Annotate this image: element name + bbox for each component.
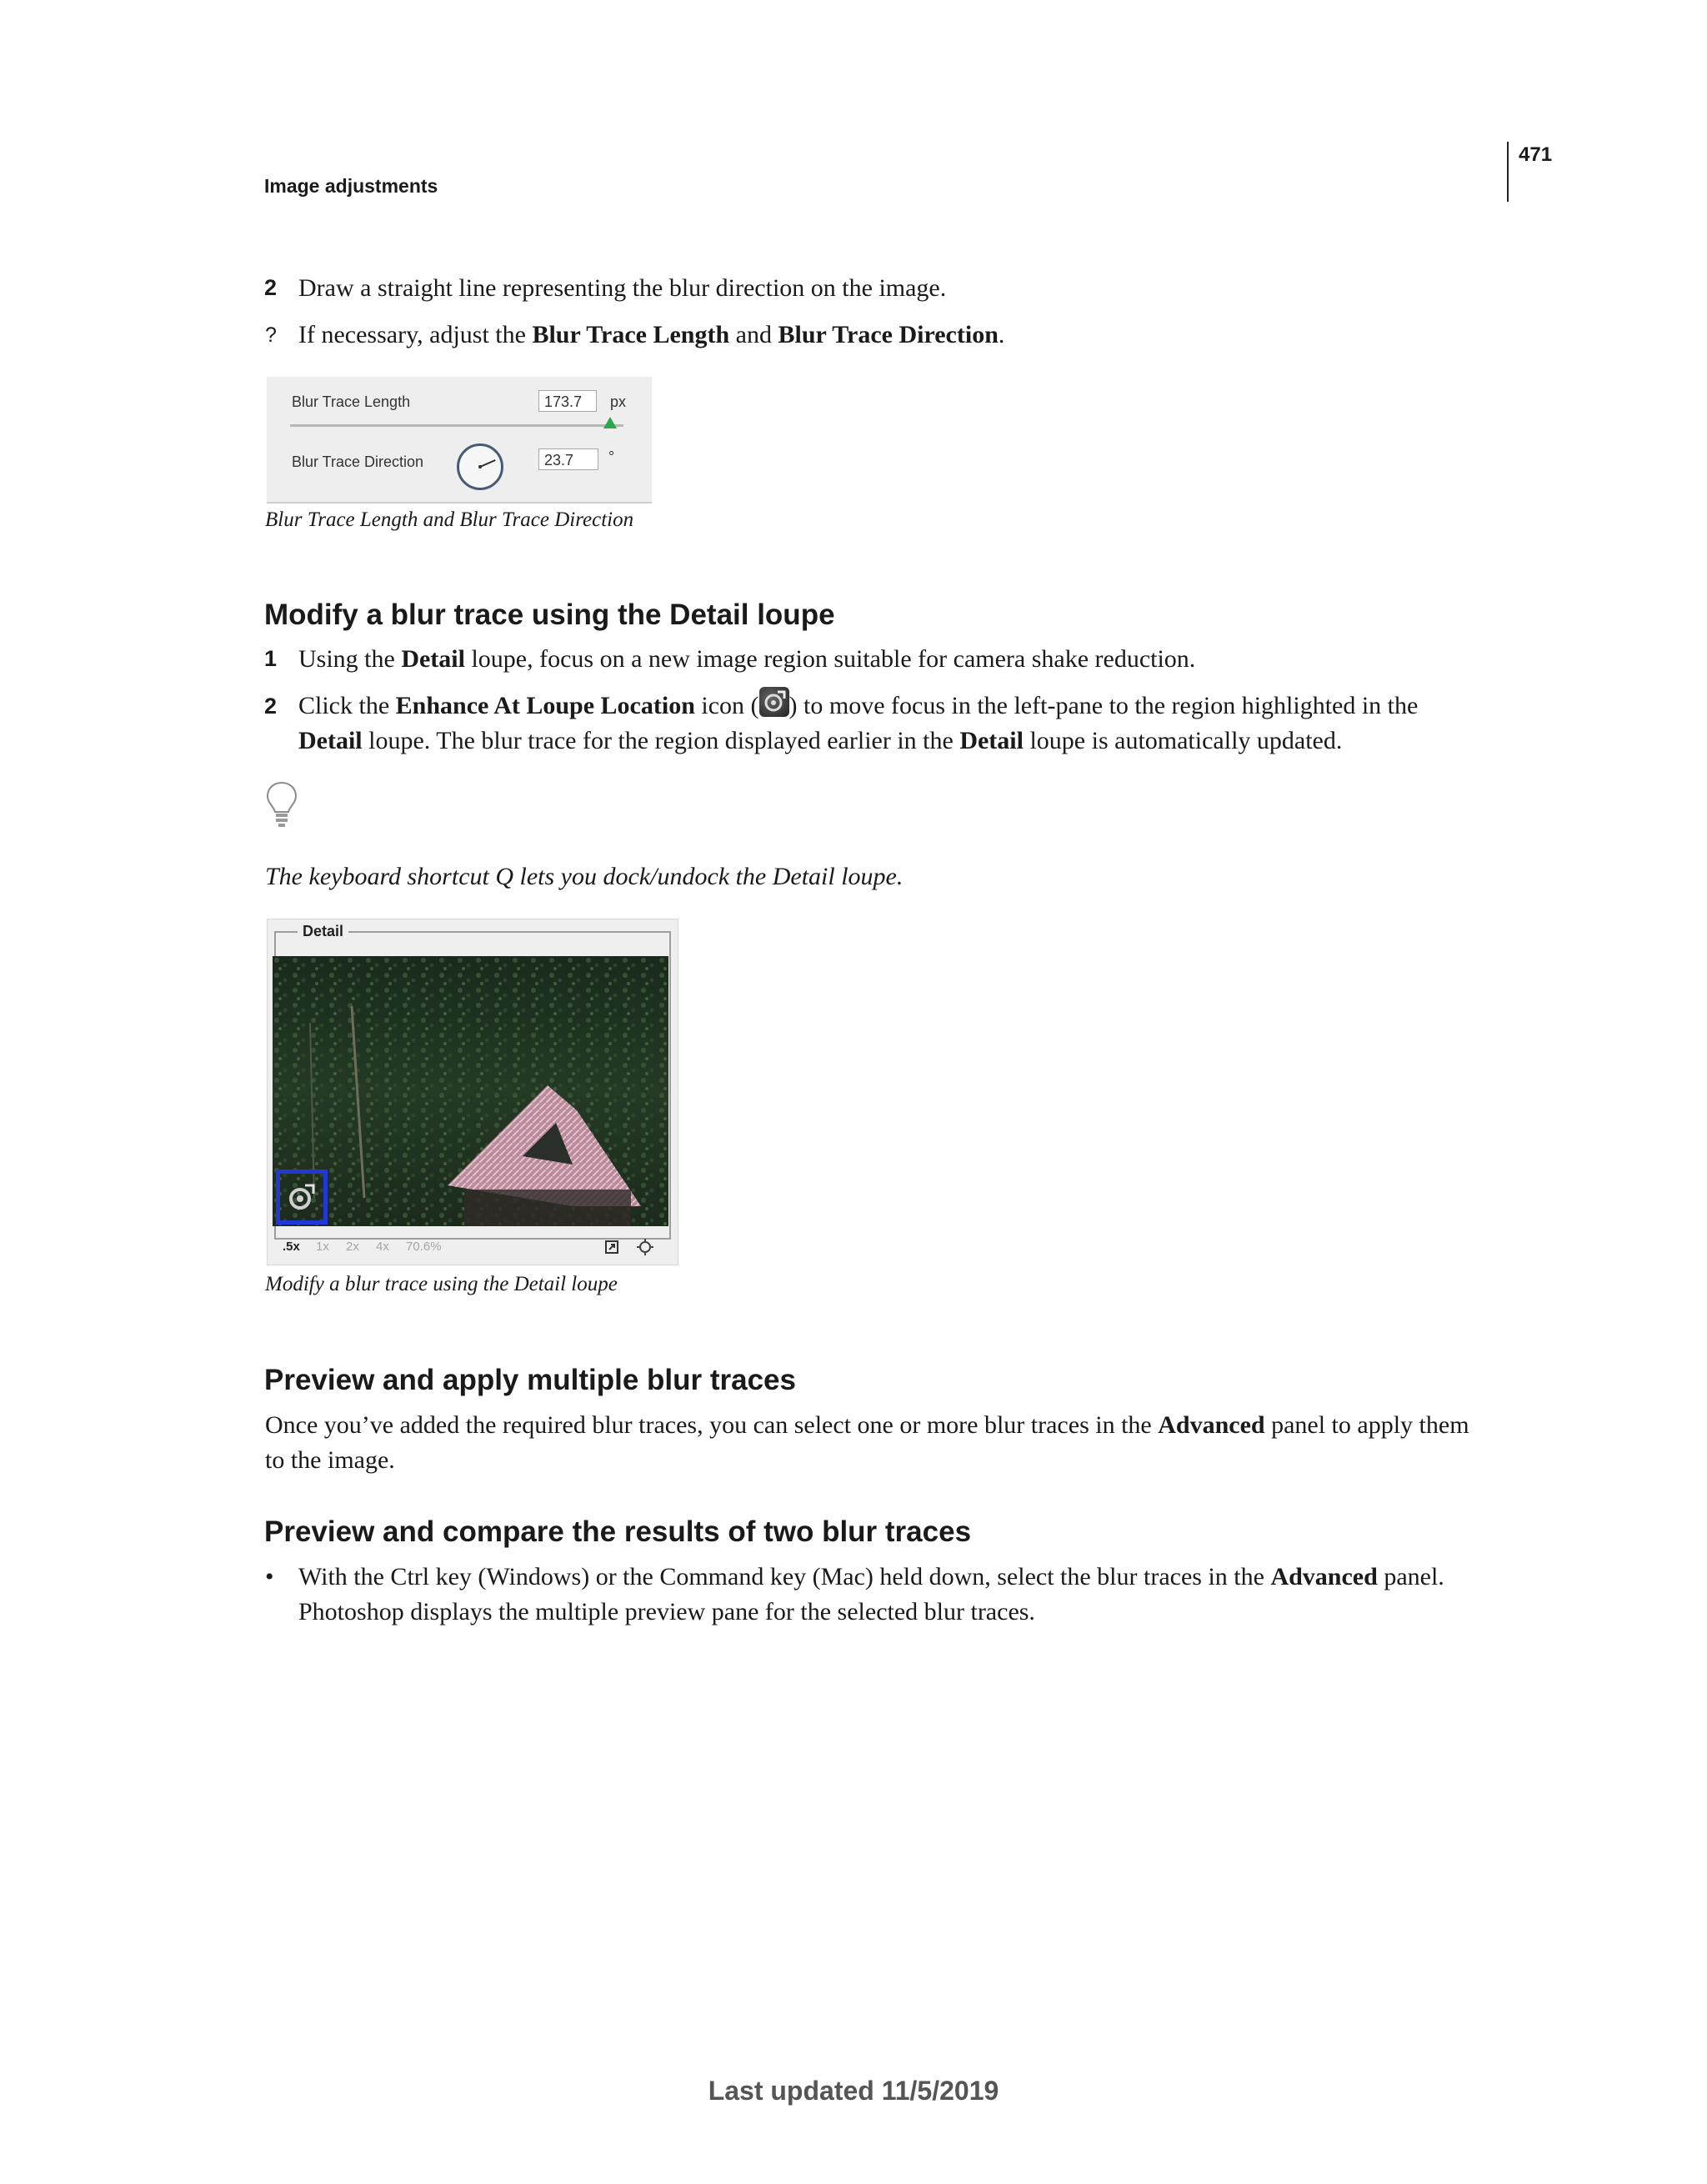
- section-heading: Preview and compare the results of two blur traces: [264, 1515, 972, 1548]
- page-number: 471: [1519, 143, 1553, 166]
- last-updated-footer: Last updated 11/5/2019: [708, 2076, 999, 2106]
- step-text: If necessary, adjust the Blur Trace Length and Blur Trace Direction.: [298, 321, 1005, 348]
- blur-trace-direction-dial[interactable]: [457, 443, 503, 490]
- bullet: •: [265, 1563, 274, 1590]
- zoom-4x-button[interactable]: 4x: [376, 1240, 389, 1254]
- step-text: Click the Enhance At Loupe Location icon ( ) to move focus in the left-pane to the region highlighted in the Detail loupe. The blur trace for the region displayed earlier in the Detail loupe is automatically updated.: [298, 687, 1532, 759]
- step-text: Draw a straight line representing the blur direction on the image.: [298, 274, 947, 302]
- section-heading: Preview and apply multiple blur traces: [264, 1364, 796, 1396]
- figure-caption: Modify a blur trace using the Detail loupe: [265, 1273, 618, 1295]
- section-heading: Modify a blur trace using the Detail loupe: [264, 599, 835, 631]
- paragraph: Once you’ve added the required blur traces, you can select one or more blur traces in the Advanced panel to apply them to the image.: [265, 1411, 1469, 1474]
- bullet-text: With the Ctrl key (Windows) or the Command key (Mac) held down, select the blur traces in the Advanced panel. Photoshop displays the multiple preview pane for the selected blur traces.: [298, 1563, 1444, 1625]
- direction-unit: °: [608, 448, 615, 465]
- slider-thumb[interactable]: [603, 417, 617, 428]
- enhance-at-loupe-location-button[interactable]: [276, 1170, 328, 1225]
- blur-trace-length-label: Blur Trace Length: [292, 393, 411, 410]
- step-number: ?: [265, 323, 277, 347]
- header-rule: [1507, 142, 1509, 202]
- tip-text: The keyboard shortcut Q lets you dock/undock the Detail loupe.: [265, 863, 904, 890]
- blur-trace-direction-label: Blur Trace Direction: [292, 453, 424, 470]
- detail-loupe-panel: [267, 919, 678, 1265]
- detail-title: Detail: [298, 923, 348, 940]
- lightbulb-icon: [265, 780, 298, 830]
- step-text: Using the Detail loupe, focus on a new image region suitable for camera shake reduction.: [298, 645, 1196, 673]
- blur-trace-length-input[interactable]: 173.7: [538, 390, 597, 412]
- section-title: Image adjustments: [264, 175, 438, 197]
- blur-trace-length-slider[interactable]: [290, 424, 623, 427]
- zoom-percent: 70.6%: [406, 1240, 442, 1254]
- blur-trace-direction-input[interactable]: 23.7: [538, 448, 598, 470]
- zoom-0-5x-button[interactable]: .5x: [283, 1240, 300, 1254]
- zoom-1x-button[interactable]: 1x: [316, 1240, 329, 1254]
- step-number: 2: [264, 694, 278, 719]
- length-unit: px: [610, 393, 627, 410]
- zoom-2x-button[interactable]: 2x: [346, 1240, 359, 1254]
- undock-icon[interactable]: [604, 1240, 619, 1255]
- enhance-at-loupe-location-icon: [759, 687, 789, 717]
- crosshair-icon[interactable]: [636, 1238, 654, 1256]
- loupe-preview-image[interactable]: [273, 956, 668, 1226]
- blur-trace-panel: [267, 377, 652, 503]
- step-number: 2: [264, 275, 278, 300]
- figure-caption: Blur Trace Length and Blur Trace Direction: [265, 508, 634, 531]
- step-number: 1: [264, 646, 278, 671]
